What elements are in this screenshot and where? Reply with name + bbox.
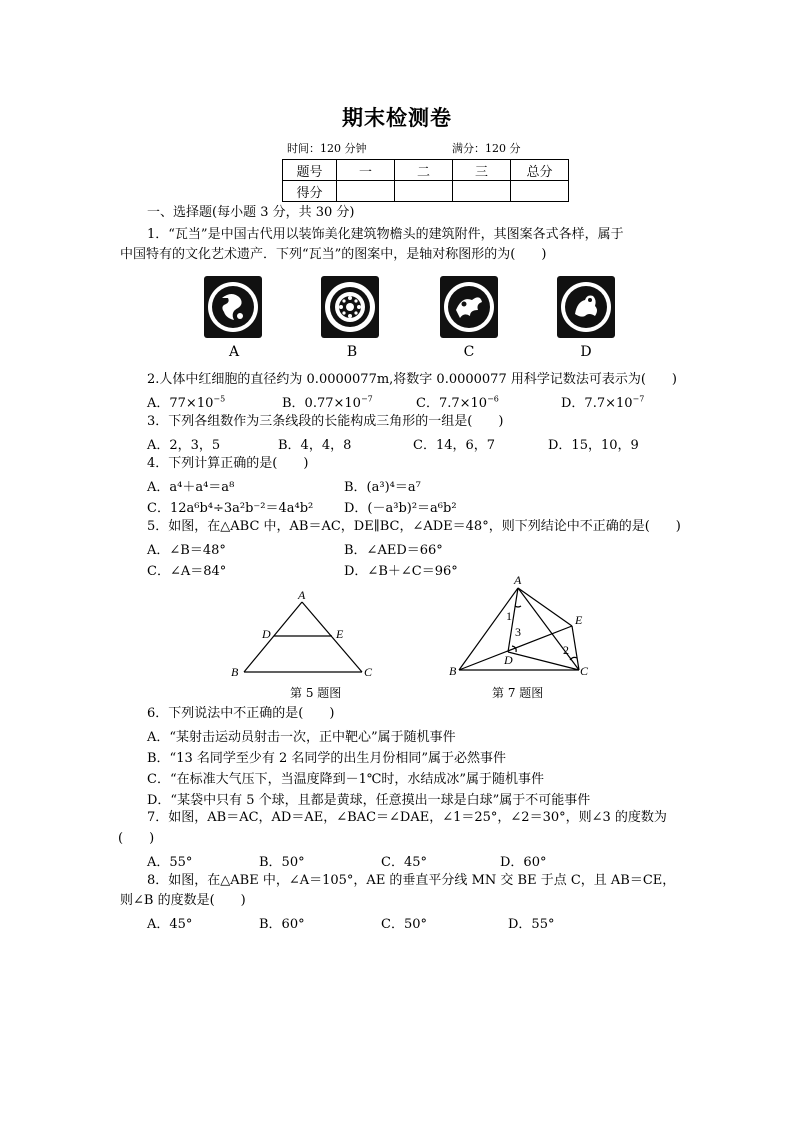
bird-tile-icon <box>440 276 498 338</box>
q6-stem: 6．下列说法中不正确的是( ) <box>147 706 335 721</box>
score-header-cell: 题号 <box>283 160 337 181</box>
q3-stem: 3．下列各组数作为三条线段的长能构成三角形的一组是( ) <box>147 414 504 429</box>
q2-b-exponent: −7 <box>360 394 373 404</box>
q3-option-d[interactable]: D．15，10，9 <box>548 438 639 453</box>
full-score: 满分：120 分 <box>452 142 521 155</box>
fig7-label-3: 3 <box>515 625 521 639</box>
fig7-label-c: C <box>580 664 589 678</box>
q2-c-mantissa: C．7.7×10 <box>416 396 488 411</box>
time-limit: 时间：120 分钟 <box>287 142 367 155</box>
fig5-label-d: D <box>262 627 271 641</box>
q2-stem: 2.人体中红细胞的直径约为 0.0000077m,将数字 0.0000077 用科学记数法可表示为( ) <box>147 372 678 387</box>
q1-stem-line2: 中国特有的文化艺术遗产．下列“瓦当”的图案中，是轴对称图形的为( ) <box>120 247 547 262</box>
q1-stem-line1: 1．“瓦当”是中国古代用以装饰美化建筑物檐头的建筑附件，其图案各式各样，属于 <box>147 227 624 242</box>
fig5-edge-ac <box>302 602 362 672</box>
fig7-label-b: B <box>449 664 457 678</box>
tile-label-a: A <box>228 344 240 360</box>
q5-option-b[interactable]: B．∠AED＝66° <box>344 543 443 558</box>
q2-d-mantissa: D．7.7×10 <box>561 396 633 411</box>
q2-c-exponent: −6 <box>487 394 499 404</box>
q4-option-a[interactable]: A．a⁴＋a⁴＝a⁸ <box>147 480 235 495</box>
fig7-label-d: D <box>504 653 513 667</box>
score-cell[interactable] <box>337 181 395 202</box>
fig5-edge-ab <box>244 602 302 672</box>
fig7-label-a: A <box>514 574 522 587</box>
score-header-cell: 三 <box>453 160 511 181</box>
q3-option-a[interactable]: A．2，3，5 <box>147 438 221 453</box>
tile-label-c: C <box>463 344 475 360</box>
q7-option-c[interactable]: C．45° <box>381 855 427 870</box>
fig7-label-e: E <box>575 613 583 627</box>
q8-stem: 8．如图，在△ABE 中，∠A＝105°，AE 的垂直平分线 MN 交 BE 于点 C，且 AB＝CE， <box>147 873 676 888</box>
q6-option-d[interactable]: D．“某袋中只有 5 个球，且都是黄球，任意摸出一球是白球”属于不可能事件 <box>147 793 591 808</box>
section-heading: 一、选择题(每小题 3 分，共 30 分) <box>147 205 355 220</box>
q4-stem: 4．下列计算正确的是( ) <box>147 456 309 471</box>
q2-d-exponent: −7 <box>632 394 645 404</box>
fig5-label-c: C <box>364 665 373 679</box>
score-row-label: 得分 <box>283 181 337 202</box>
q6-option-c[interactable]: C．“在标准大气压下，当温度降到－1℃时，水结成冰”属于随机事件 <box>147 772 545 787</box>
q7-answer-bracket: ( ) <box>118 831 155 846</box>
score-table-row <box>283 181 569 202</box>
score-cell[interactable] <box>453 181 511 202</box>
q7-stem: 7．如图，AB＝AC，AD＝AE，∠BAC＝∠DAE，∠1＝25°，∠2＝30°，则∠3 的度数为 <box>147 810 667 825</box>
q2-option-d[interactable] <box>561 392 644 411</box>
q8-option-c[interactable]: C．50° <box>381 917 427 932</box>
q4-option-c[interactable]: C．12a⁶b⁴÷3a²b⁻²＝4a⁴b² <box>147 501 314 516</box>
q3-option-b[interactable]: B．4，4，8 <box>278 438 352 453</box>
fig7-angle-1-arc <box>515 606 521 607</box>
fig7-edge-ac <box>518 588 579 670</box>
q8-option-a[interactable]: A．45° <box>147 917 193 932</box>
q6-option-a[interactable]: A．“某射击运动员射击一次，正中靶心”属于随机事件 <box>147 730 456 745</box>
score-table <box>282 159 569 202</box>
fig7-label-2: 2 <box>563 643 569 657</box>
q7-option-a[interactable]: A．55° <box>147 855 193 870</box>
fig5-label-a: A <box>298 588 306 602</box>
q5-stem: 5．如图，在△ABC 中，AB＝AC，DE∥BC，∠ADE＝48°，则下列结论中不正确的是( ) <box>147 519 681 534</box>
q4-option-b[interactable]: B．(a³)⁴＝a⁷ <box>344 480 421 495</box>
fig7-edge-ec <box>572 626 579 670</box>
q8-option-b[interactable]: B．60° <box>259 917 305 932</box>
fig7-label-1: 1 <box>506 609 512 623</box>
q5-option-d[interactable]: D．∠B＋∠C＝96° <box>344 564 458 579</box>
tile-label-d: D <box>580 344 592 360</box>
dragon-tile-icon <box>204 276 262 338</box>
q8-stem-line2: 则∠B 的度数是( ) <box>120 893 246 908</box>
beast-tile-icon <box>557 276 615 338</box>
q2-option-a[interactable] <box>147 392 225 411</box>
fig7-edge-ae <box>518 588 572 626</box>
q2-a-exponent: −5 <box>213 394 226 404</box>
page-title: 期末检测卷 <box>342 105 452 130</box>
q8-option-d[interactable]: D．55° <box>508 917 555 932</box>
q2-option-c[interactable] <box>416 392 499 411</box>
fig7-caption: 第 7 题图 <box>492 686 544 700</box>
wheel-tile-icon <box>321 276 379 338</box>
fig5-label-b: B <box>231 665 239 679</box>
q5-option-a[interactable]: A．∠B＝48° <box>147 543 226 558</box>
q5-option-c[interactable]: C．∠A＝84° <box>147 564 227 579</box>
q4-option-d[interactable]: D．(－a³b)²＝a⁶b² <box>344 501 457 516</box>
fig7-triangle-diagram <box>446 574 596 682</box>
fig5-label-e: E <box>336 627 344 641</box>
fig5-triangle-diagram <box>228 588 378 680</box>
q3-option-c[interactable]: C．14，6，7 <box>413 438 496 453</box>
fig7-angle-2-arc <box>570 657 577 660</box>
q2-option-b[interactable] <box>282 392 373 411</box>
score-table-header-row <box>283 160 569 181</box>
q6-option-b[interactable]: B．“13 名同学至少有 2 名同学的出生月份相同”属于必然事件 <box>147 751 507 766</box>
q7-option-b[interactable]: B．50° <box>259 855 305 870</box>
fig5-caption: 第 5 题图 <box>290 686 342 700</box>
score-header-cell: 一 <box>337 160 395 181</box>
q2-a-mantissa: A．77×10 <box>147 396 214 411</box>
score-cell[interactable] <box>395 181 453 202</box>
q7-option-d[interactable]: D．60° <box>500 855 547 870</box>
score-cell[interactable] <box>511 181 569 202</box>
q2-b-mantissa: B．0.77×10 <box>282 396 361 411</box>
tile-label-b: B <box>346 344 358 360</box>
score-header-cell: 总分 <box>511 160 569 181</box>
score-header-cell: 二 <box>395 160 453 181</box>
